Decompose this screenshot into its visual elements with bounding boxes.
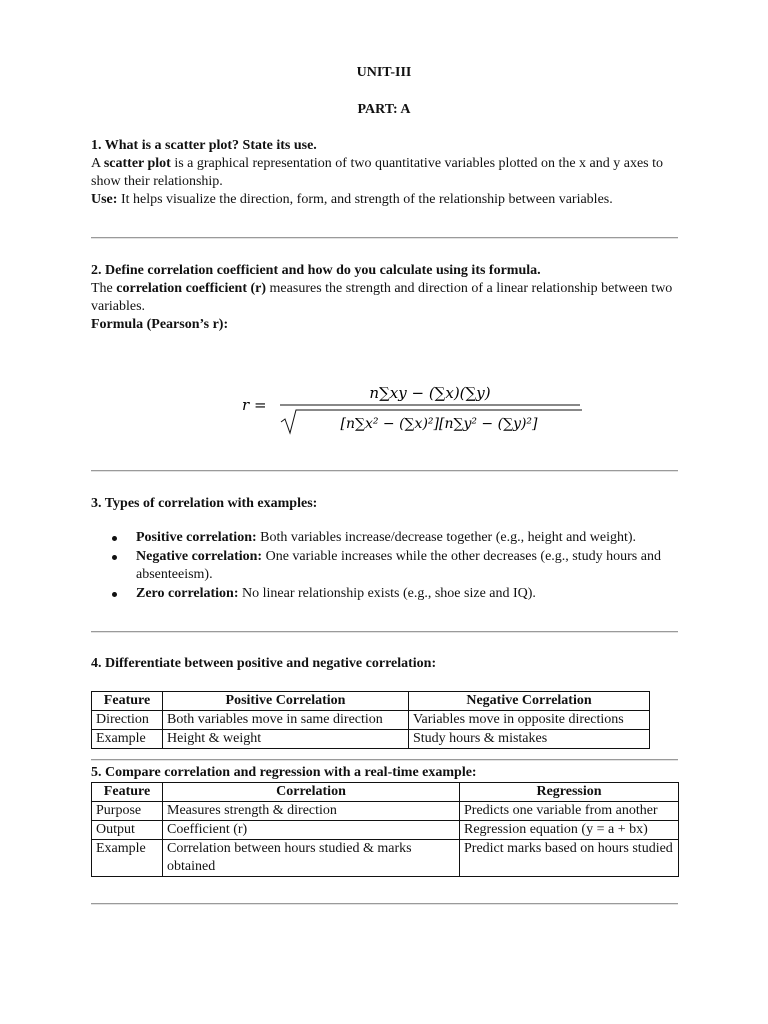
pearson-formula	[240, 378, 585, 436]
table-cell: Predict marks based on hours studied	[460, 840, 679, 877]
question-4-section	[91, 655, 681, 673]
use-text: It helps visualize the direction, form, and strength of the relationship between variables.	[117, 192, 613, 207]
zero-correlation-label: Zero correlation:	[136, 586, 239, 601]
table-cell: Study hours & mistakes	[409, 730, 650, 749]
table-cell: Height & weight	[163, 730, 409, 749]
table-cell: Coefficient (r)	[163, 821, 460, 840]
correlation-regression-table	[91, 782, 679, 877]
formula-label: Formula (Pearson’s r):	[91, 317, 229, 332]
table-row	[92, 711, 650, 730]
definition-text: is a graphical representation of two quantitative variables plotted on the x and y axes to show their relationship.	[91, 156, 664, 189]
formula-lhs: r =	[242, 396, 267, 414]
section-divider	[91, 903, 678, 905]
unit-heading: UNIT-III	[356, 65, 412, 80]
positive-correlation-label: Positive correlation:	[136, 530, 257, 545]
question-1-section	[91, 137, 681, 209]
question-3-section	[91, 495, 681, 513]
column-header: Feature	[92, 783, 163, 802]
column-header: Correlation	[163, 783, 460, 802]
table-row	[92, 840, 679, 877]
positive-correlation-text: Both variables increase/decrease together (e.g., height and weight).	[256, 530, 637, 545]
definition-prefix: A	[91, 156, 104, 171]
table-cell: Example	[92, 730, 163, 749]
formula-numerator: n∑xy − (∑x)(∑y)	[369, 384, 491, 402]
section-divider	[91, 470, 678, 472]
table-cell: Direction	[92, 711, 163, 730]
table-cell: Correlation between hours studied & marks obtained	[163, 840, 460, 877]
bullet-icon	[112, 555, 117, 560]
table-cell: Regression equation (y = a + bx)	[460, 821, 679, 840]
column-header: Negative Correlation	[409, 692, 650, 711]
table-row	[92, 821, 679, 840]
table-header-row	[92, 692, 650, 711]
bullet-icon	[112, 536, 117, 541]
positive-negative-comparison-table	[91, 691, 650, 749]
use-label: Use:	[91, 192, 118, 207]
question-5-section	[91, 764, 681, 782]
list-item	[111, 548, 681, 584]
table-cell: Measures strength & direction	[163, 802, 460, 821]
table-cell: Variables move in opposite directions	[409, 711, 650, 730]
section-divider	[91, 759, 678, 761]
table-cell: Both variables move in same direction	[163, 711, 409, 730]
formula-denominator: [n∑x² − (∑x)²][n∑y² − (∑y)²]	[340, 416, 538, 432]
table-row	[92, 730, 650, 749]
table-row	[92, 802, 679, 821]
question-2-title: 2. Define correlation coefficient and how do you calculate using its formula.	[91, 263, 541, 278]
question-1-definition	[91, 155, 681, 191]
question-3-title: 3. Types of correlation with examples:	[91, 496, 318, 511]
negative-correlation-label: Negative correlation:	[136, 549, 263, 564]
list-item	[111, 529, 681, 547]
question-2-definition	[91, 280, 681, 316]
table-cell: Purpose	[92, 802, 163, 821]
table-cell: Output	[92, 821, 163, 840]
column-header: Feature	[92, 692, 163, 711]
correlation-types-list	[111, 529, 681, 604]
question-1-use	[91, 191, 681, 209]
negative-correlation-text: One variable increases while the other decreases (e.g., study hours and absenteeism).	[136, 549, 661, 582]
table-cell: Example	[92, 840, 163, 877]
scatter-plot-term: scatter plot	[103, 156, 171, 171]
question-1-title: 1. What is a scatter plot? State its use.	[91, 138, 317, 153]
part-heading: PART: A	[357, 102, 411, 117]
column-header: Positive Correlation	[163, 692, 409, 711]
definition-prefix: The	[91, 281, 117, 296]
correlation-coefficient-term: correlation coefficient (r)	[116, 281, 267, 296]
question-4-title: 4. Differentiate between positive and negative correlation:	[91, 656, 437, 671]
table-cell: Predicts one variable from another	[460, 802, 679, 821]
table-header-row	[92, 783, 679, 802]
question-2-section	[91, 262, 681, 334]
section-divider	[91, 237, 678, 239]
question-5-title: 5. Compare correlation and regression with a real-time example:	[91, 765, 477, 780]
column-header: Regression	[460, 783, 679, 802]
bullet-icon	[112, 592, 117, 597]
section-divider	[91, 631, 678, 633]
zero-correlation-text: No linear relationship exists (e.g., shoe size and IQ).	[238, 586, 536, 601]
list-item	[111, 585, 681, 603]
definition-text: measures the strength and direction of a linear relationship between two variables.	[91, 281, 673, 314]
